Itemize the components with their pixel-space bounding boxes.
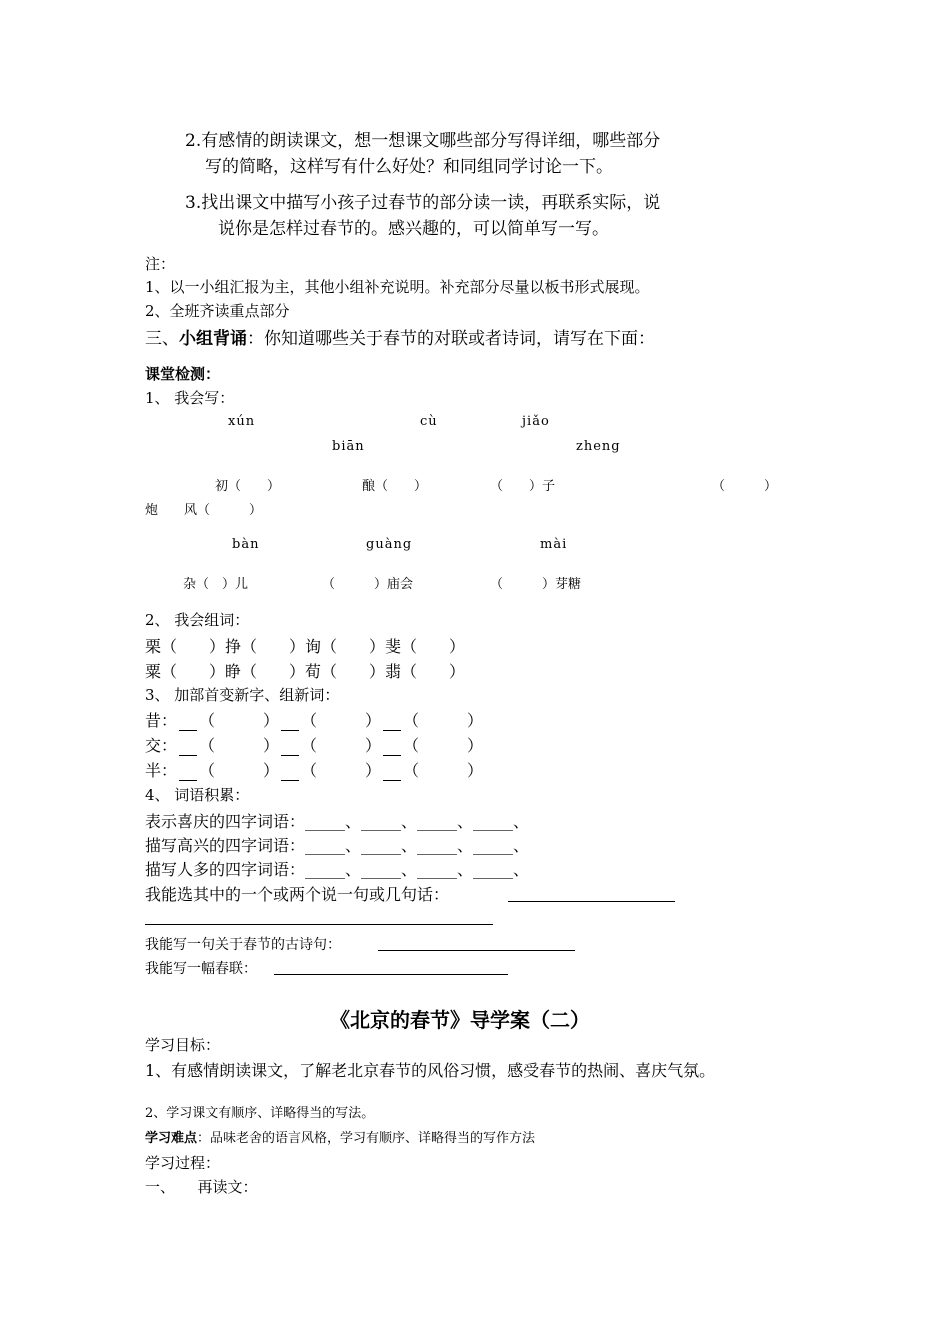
q3-blank bbox=[179, 716, 197, 731]
q4-row-2-blanks: _____、_____、_____、_____、 bbox=[305, 836, 530, 855]
pinyin-mai: mài bbox=[540, 537, 568, 552]
q4-row-1-label: 表示喜庆的四字词语： bbox=[145, 812, 306, 831]
pinyin-xun: xún bbox=[228, 414, 256, 429]
q3-row-3 bbox=[145, 758, 483, 781]
q2-row-1: 栗（ ）挣（ ）询（ ）斐（ ） bbox=[145, 637, 466, 656]
pinyin-ban: bàn bbox=[232, 537, 260, 552]
pinyin-guang: guàng bbox=[366, 537, 413, 552]
q3-paren: （ ） bbox=[199, 711, 280, 730]
couplet-line bbox=[274, 974, 508, 975]
q3-row-3-char: 半： bbox=[145, 761, 178, 780]
check-q4: 4、 词语积累： bbox=[145, 786, 250, 804]
write-row2-a: 杂（ ）儿 bbox=[183, 577, 249, 592]
step3-line2: 说你是怎样过春节的。感兴趣的，可以简单写一写。 bbox=[218, 219, 609, 239]
note-item-3 bbox=[145, 324, 655, 349]
q3-blank bbox=[383, 716, 401, 731]
q4-row-1-blanks: _____、_____、_____、_____、 bbox=[305, 812, 530, 831]
q3-paren: （ ） bbox=[199, 761, 280, 780]
q3-row-2 bbox=[145, 733, 483, 756]
q3-blank bbox=[281, 766, 299, 781]
difficulty-text: ：品味老舍的语言风格，学习有顺序、详略得当的写作方法 bbox=[197, 1131, 536, 1146]
q4-row-2 bbox=[145, 833, 529, 856]
q4-row-1 bbox=[145, 809, 529, 832]
pinyin-jiao: jiǎo bbox=[522, 414, 550, 429]
q3-blank bbox=[383, 741, 401, 756]
q3-blank bbox=[383, 766, 401, 781]
check-q3: 3、 加部首变新字、组新词： bbox=[145, 686, 340, 704]
write-row2-b: （ ）庙会 bbox=[322, 577, 414, 592]
pinyin-zheng: zheng bbox=[576, 439, 621, 454]
process-label: 学习过程： bbox=[145, 1154, 221, 1172]
write-row1-b: 酿（ ） bbox=[362, 479, 428, 494]
q3-row-2-char: 交： bbox=[145, 736, 178, 755]
q3-paren: （ ） bbox=[199, 736, 280, 755]
q3-row-1-char: 昔： bbox=[145, 711, 178, 730]
note-item-3-bold: 小组背诵 bbox=[179, 329, 247, 349]
plan2-title: 《北京的春节》导学案（二） bbox=[330, 1008, 590, 1032]
note-item-3-rest: ：你知道哪些关于春节的对联或者诗词，请写在下面： bbox=[247, 329, 655, 349]
q2-row-2: 粟（ ）睁（ ）荀（ ）翡（ ） bbox=[145, 662, 466, 681]
q4-row-3-blanks: _____、_____、_____、_____、 bbox=[305, 860, 530, 879]
check-title: 课堂检测： bbox=[145, 365, 221, 383]
poem-line bbox=[378, 950, 575, 951]
q3-paren: （ ） bbox=[403, 736, 484, 755]
goal-1: 1、有感情朗读课文，了解老北京春节的风俗习惯，感受春节的热闹、喜庆气氛。 bbox=[145, 1061, 716, 1080]
q3-blank bbox=[179, 741, 197, 756]
q4-row-3-label: 描写人多的四字词语： bbox=[145, 860, 306, 879]
q4-sentence-line-2 bbox=[145, 924, 493, 925]
write-row2-c: （ ）芽糖 bbox=[490, 577, 582, 592]
q3-paren: （ ） bbox=[301, 736, 382, 755]
goal-2: 2、学习课文有顺序、详略得当的写法。 bbox=[145, 1106, 375, 1121]
poem-prompt: 我能写一句关于春节的古诗句： bbox=[145, 937, 341, 953]
check-q1: 1、 我会写： bbox=[145, 389, 235, 407]
step3-line1: 3.找出课文中描写小孩子过春节的部分读一读，再联系实际，说 bbox=[185, 193, 661, 213]
write-row1-e: 炮 风（ ） bbox=[145, 503, 263, 518]
q3-paren: （ ） bbox=[301, 711, 382, 730]
step2-line1: 2.有感情的朗读课文，想一想课文哪些部分写得详细，哪些部分 bbox=[185, 131, 661, 151]
pinyin-cu: cù bbox=[420, 414, 438, 429]
pinyin-bian: biān bbox=[332, 439, 365, 454]
process-step-1: 一、 再读文： bbox=[145, 1178, 258, 1196]
check-q2: 2、 我会组词： bbox=[145, 611, 250, 629]
goal-label: 学习目标： bbox=[145, 1036, 221, 1054]
difficulty bbox=[145, 1127, 535, 1146]
q3-paren: （ ） bbox=[403, 711, 484, 730]
note-item-2: 2、全班齐读重点部分 bbox=[145, 302, 290, 320]
q3-row-1 bbox=[145, 708, 483, 731]
q4-sentence: 我能选其中的一个或两个说一句或几句话： bbox=[145, 885, 450, 904]
q4-sentence-line-1 bbox=[508, 901, 675, 902]
write-row1-d: （ ） bbox=[712, 479, 778, 494]
q3-blank bbox=[281, 741, 299, 756]
q3-blank bbox=[179, 766, 197, 781]
q3-blank bbox=[281, 716, 299, 731]
note-label: 注： bbox=[145, 255, 176, 273]
note-item-1: 1、以一小组汇报为主，其他小组补充说明。补充部分尽量以板书形式展现。 bbox=[145, 278, 650, 296]
write-row1-a: 初（ ） bbox=[215, 479, 281, 494]
q4-row-2-label: 描写高兴的四字词语： bbox=[145, 836, 306, 855]
q4-row-3 bbox=[145, 857, 529, 880]
step2-line2: 写的简略，这样写有什么好处？和同组同学讨论一下。 bbox=[205, 157, 613, 177]
difficulty-label: 学习难点 bbox=[145, 1131, 198, 1146]
q3-paren: （ ） bbox=[301, 761, 382, 780]
q3-paren: （ ） bbox=[403, 761, 484, 780]
note-item-3-prefix: 三、 bbox=[145, 329, 179, 349]
write-row1-c: （ ）子 bbox=[490, 479, 556, 494]
couplet-prompt: 我能写一幅春联： bbox=[145, 961, 257, 977]
